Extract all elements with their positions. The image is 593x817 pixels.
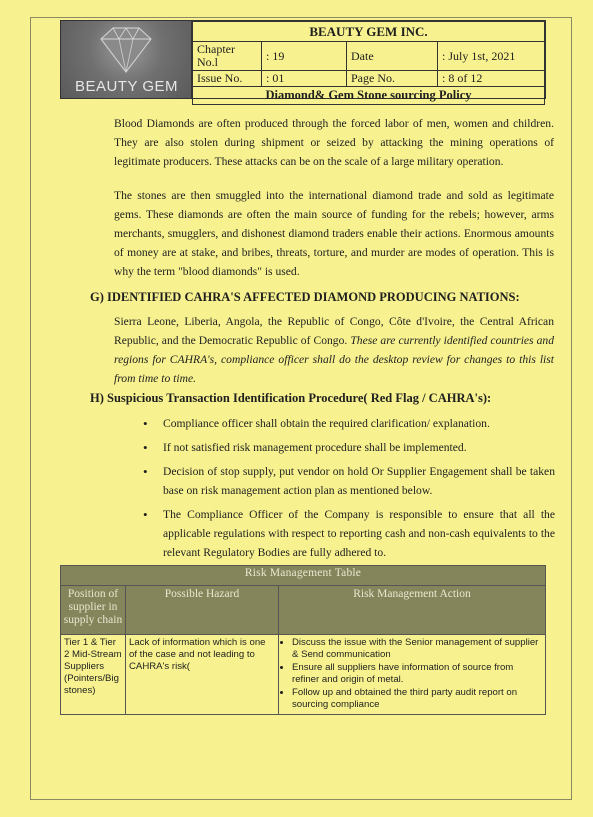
cell-actions	[279, 635, 546, 715]
policy-title: Diamond& Gem Stone sourcing Policy	[193, 87, 545, 105]
page-value: : 8 of 12	[438, 71, 545, 87]
diamond-logo-icon	[95, 25, 157, 75]
section-g-countries: Sierra Leone, Liberia, Angola, the Republic of Congo, Côte d'Ivoire, the Central African Republic, and the Democratic Republic of Congo.	[114, 315, 554, 347]
list-item: • Follow up and obtained the third party audit report on sourcing compliance	[292, 687, 542, 711]
issue-label: Issue No.	[193, 71, 262, 87]
cell-position: Tier 1 & Tier 2 Mid-Stream Suppliers (Pointers/Big stones)	[61, 635, 126, 715]
list-item: • The Compliance Officer of the Company is responsible to ensure that all the applicable regulations with respect to reporting cash and non-cash equivalents to the relevant Regulatory Bodies are fully adhered to.	[145, 505, 555, 562]
cell-hazard: Lack of information which is one of the case and not leading to CAHRA's risk(	[126, 635, 279, 715]
document-header	[60, 20, 546, 102]
date-value: : July 1st, 2021	[438, 42, 545, 71]
section-g-text	[114, 312, 554, 388]
column-header-position: Position of supplier in supply chain	[61, 586, 126, 635]
section-g-italic-note: These are currently identified countries and regions for CAHRA's, compliance officer shall do the desktop review for changes to this list from time to time.	[114, 334, 554, 385]
action-list	[282, 637, 542, 711]
section-h-bullet-list	[145, 414, 555, 567]
column-header-hazard: Possible Hazard	[126, 586, 279, 635]
date-label: Date	[347, 42, 438, 71]
list-item: • If not satisfied risk management procedure shall be implemented.	[145, 438, 555, 457]
risk-table-caption: Risk Management Table	[61, 566, 546, 586]
table-row	[61, 635, 546, 715]
section-h-heading: H) Suspicious Transaction Identification Procedure( Red Flag / CAHRA's):	[90, 391, 492, 405]
company-logo	[61, 21, 192, 98]
company-name: BEAUTY GEM INC.	[193, 22, 545, 42]
chapter-value: : 19	[262, 42, 347, 71]
chapter-label: Chapter No.l	[193, 42, 262, 71]
paragraph-blood-diamonds: Blood Diamonds are often produced through the forced labor of men, women and children. They are also stolen during shipment or seized by attacking the mining operations of legitimate producers. These attacks can be on the scale of a large military operation.	[114, 117, 554, 168]
risk-management-table	[60, 565, 546, 715]
issue-value: : 01	[262, 71, 347, 87]
list-item: • Ensure all suppliers have information of source from refiner and origin of metal.	[292, 662, 542, 686]
logo-text: BEAUTY GEM	[74, 78, 179, 95]
page-label: Page No.	[347, 71, 438, 87]
list-item: • Discuss the issue with the Senior management of supplier & Send communication	[292, 637, 542, 661]
list-item: • Decision of stop supply, put vendor on hold Or Supplier Engagement shall be taken base on risk management action plan as mentioned below.	[145, 462, 555, 500]
column-header-action: Risk Management Action	[279, 586, 546, 635]
paragraph-smuggling: The stones are then smuggled into the international diamond trade and sold as legitimate gems. These diamonds are often the main source of funding for the rebels; however, arms merchants, smugglers, and dishonest diamond traders enable their actions. Enormous amounts of money are at stake, and bribes, threats, torture, and murder are modes of operation. This is why the term "blood diamonds" is used.	[114, 189, 554, 278]
header-info-table	[192, 21, 545, 105]
section-g-heading: G) IDENTIFIED CAHRA'S AFFECTED DIAMOND PRODUCING NATIONS:	[90, 290, 520, 304]
list-item: • Compliance officer shall obtain the required clarification/ explanation.	[145, 414, 555, 433]
